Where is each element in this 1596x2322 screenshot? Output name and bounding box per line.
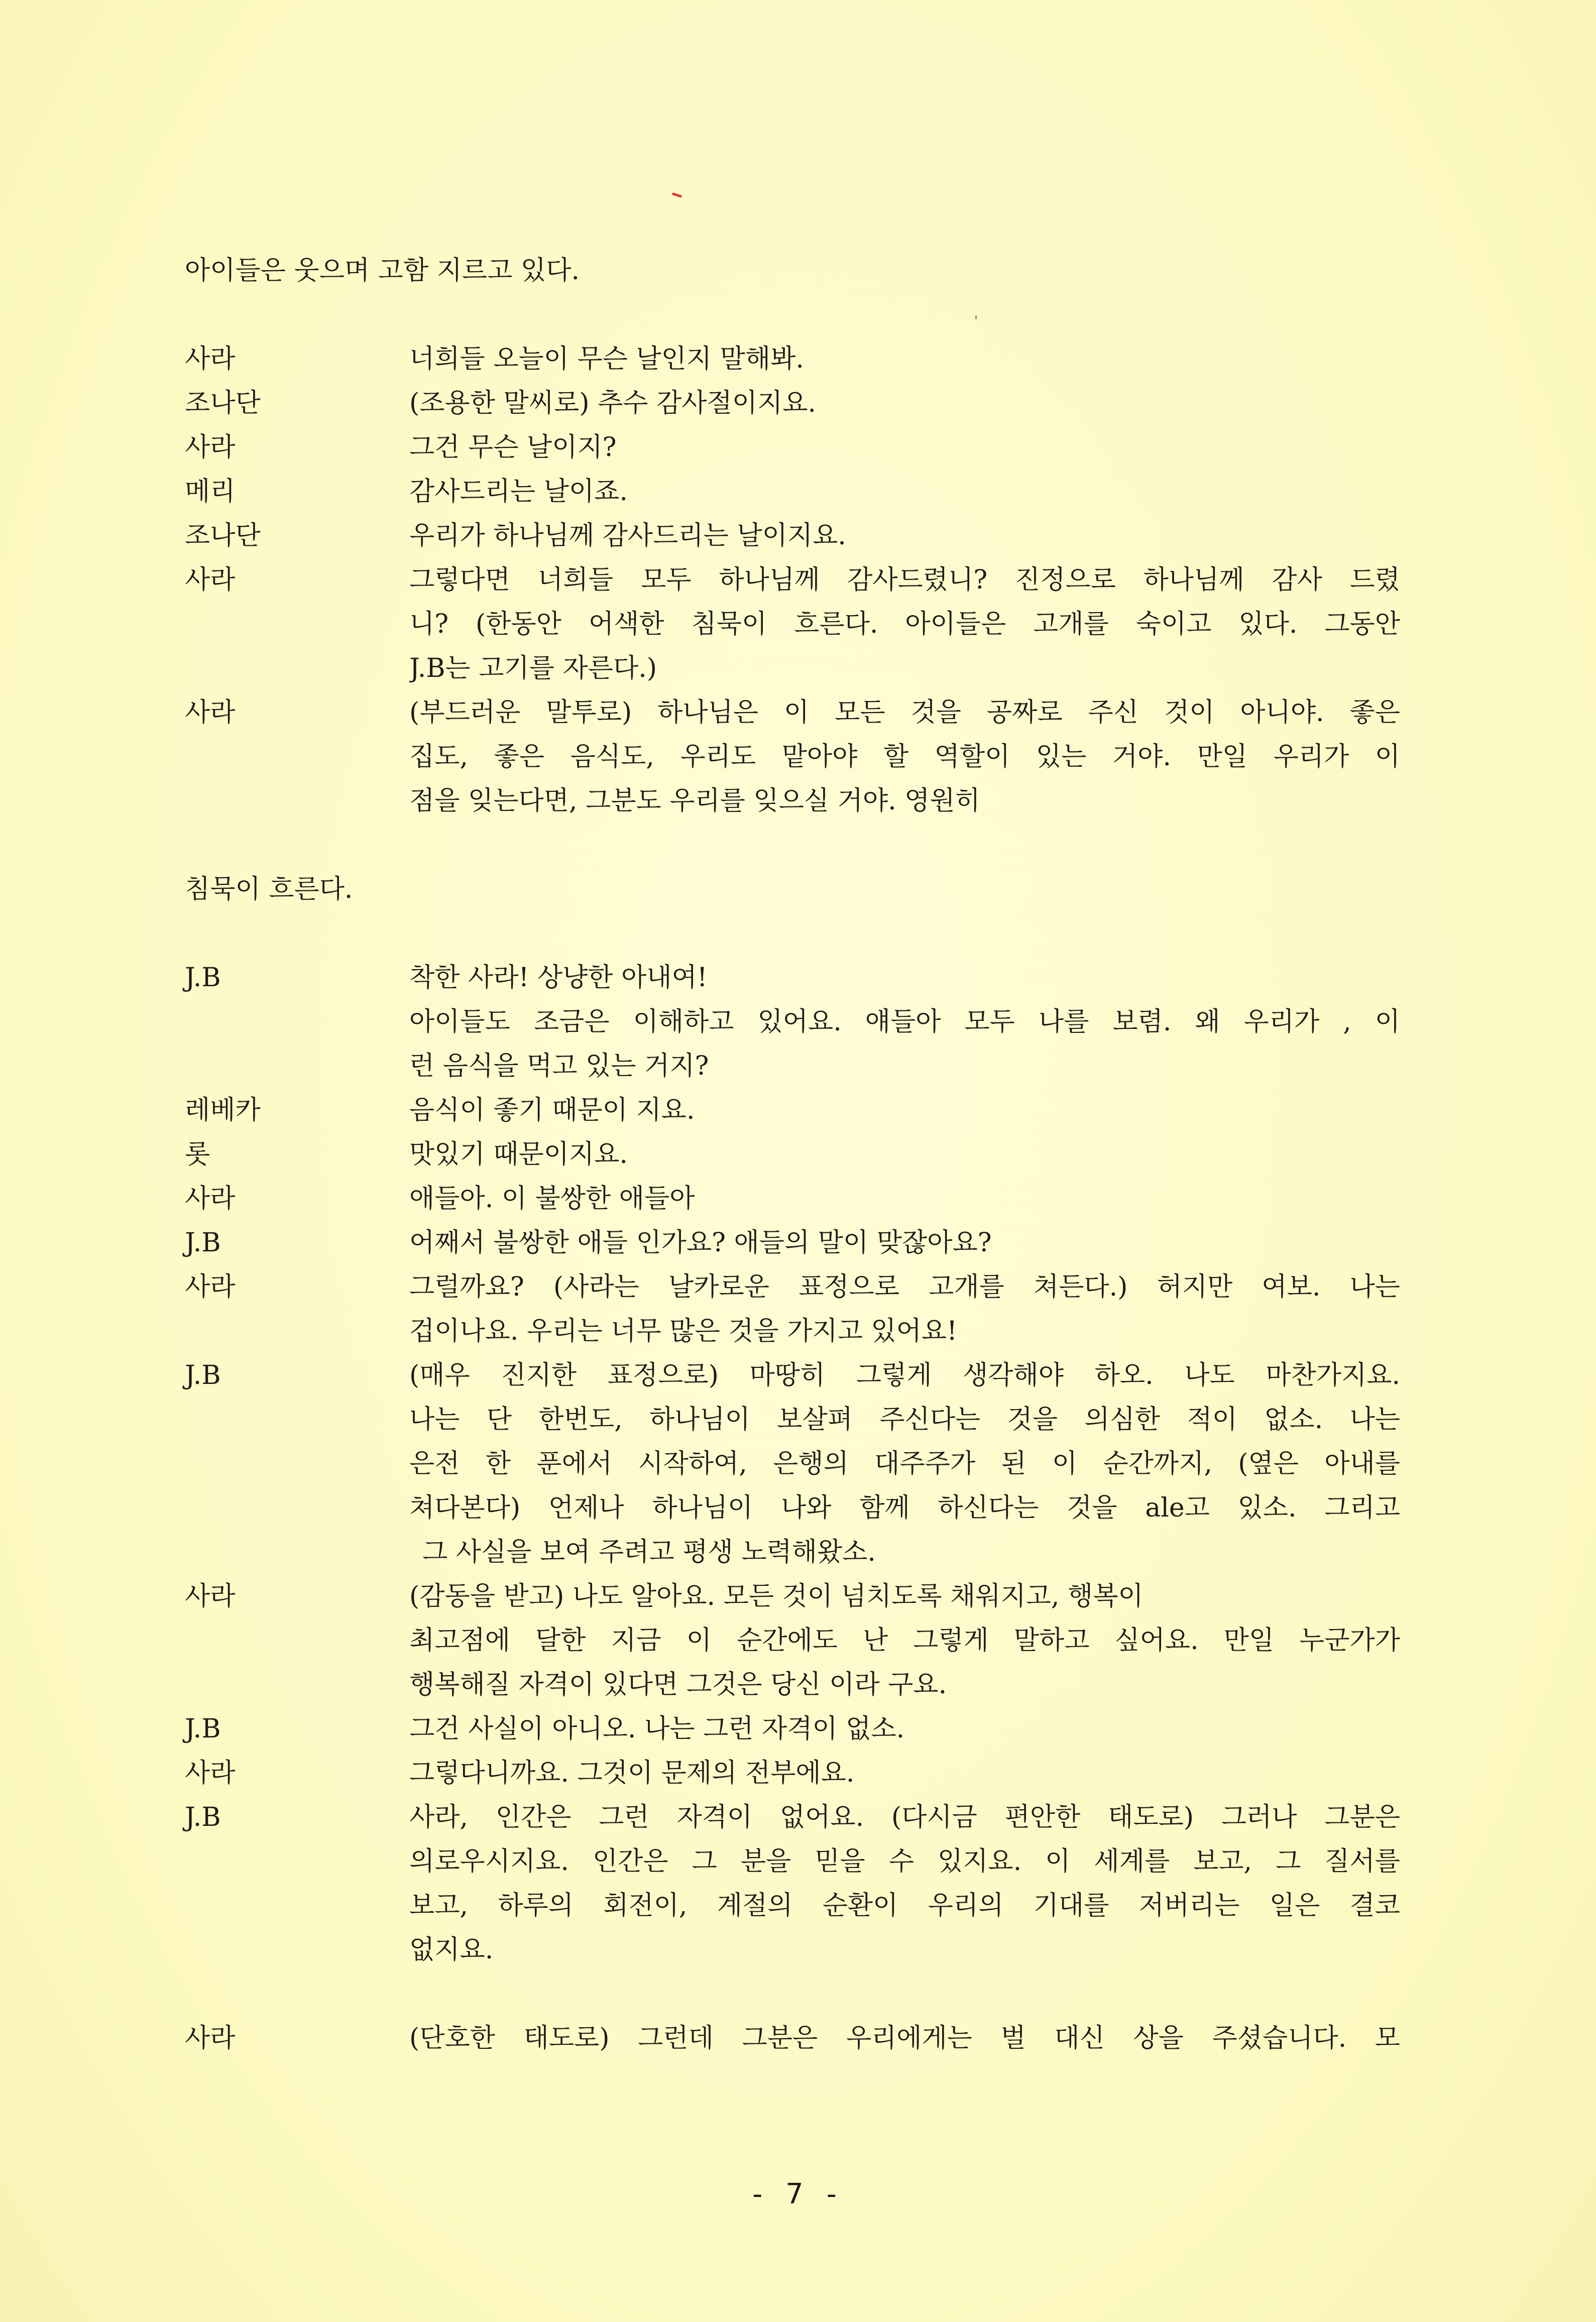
dialogue-line	[185, 1221, 1400, 1265]
dialogue-line	[185, 1618, 1400, 1663]
dialogue-text: 그렇다니까요. 그것이 문제의 전부에요.	[409, 1758, 855, 1788]
dialogue-text: (조용한 말씨로) 추수 감사절이지요.	[409, 388, 816, 418]
speaker-name: 사라	[185, 1272, 236, 1302]
dialogue-text: 착한 사라! 상냥한 아내여!	[409, 963, 708, 993]
speaker-name: 롯	[185, 1139, 210, 1170]
dialogue-text: 최고점에 달한 지금 이 순간에도 난 그렇게 말하고 싶어요. 만일 누군가가	[409, 1626, 1400, 1656]
dialogue-text: 쳐다본다) 언제나 하나님이 나와 함께 하신다는 것을 ale고 있소. 그리고	[409, 1493, 1400, 1523]
dialogue-line	[185, 1884, 1400, 1928]
dialogue-text: 나는 단 한번도, 하나님이 보살펴 주신다는 것을 의심한 적이 없소. 나는	[409, 1405, 1400, 1435]
dialogue-text: 점을 잊는다면, 그분도 우리를 잊으실 거야. 영원히	[409, 786, 980, 816]
dialogue-line	[185, 381, 1400, 425]
dialogue-text: 어째서 불쌍한 애들 인가요? 애들의 말이 맞잖아요?	[409, 1228, 992, 1258]
dialogue-line	[185, 1574, 1400, 1618]
speaker-name: 조나단	[185, 388, 261, 418]
dialogue-line	[185, 1442, 1400, 1486]
dialogue-text: (매우 진지한 표정으로) 마땅히 그렇게 생각해야 하오. 나도 마찬가지요.	[409, 1360, 1400, 1390]
speaker-name: 사라	[185, 2023, 236, 2053]
dialogue-text: 감사드리는 날이죠.	[409, 477, 628, 507]
dialogue-text: 그렇다면 너희들 모두 하나님께 감사드렸니? 진정으로 하나님께 감사 드렸	[409, 565, 1400, 595]
dialogue-text: 보고, 하루의 회전이, 계절의 순환이 우리의 기대를 저버리는 일은 결코	[409, 1891, 1400, 1921]
speaker-name: 사라	[185, 1184, 236, 1214]
dialogue-line	[185, 470, 1400, 514]
dialogue-text: 음식이 좋기 때문이 지요.	[409, 1095, 695, 1125]
dialogue-line	[185, 2016, 1400, 2060]
speaker-name: J.B	[185, 1802, 221, 1832]
dialogue-line	[185, 1707, 1400, 1751]
dialogue-text: 그 사실을 보여 주려고 평생 노력해왔소.	[422, 1537, 876, 1567]
dialogue-line	[185, 558, 1400, 602]
dialogue-text: 의로우시지요. 인간은 그 분을 믿을 수 있지요. 이 세계를 보고, 그 질서를	[409, 1846, 1400, 1877]
dialogue-block	[185, 956, 1400, 1972]
dialogue-text: 그건 무슨 날이지?	[409, 432, 617, 462]
dialogue-line	[185, 602, 1400, 646]
dialogue-text: (감동을 받고) 나도 알아요. 모든 것이 넘치도록 채워지고, 행복이	[409, 1581, 1144, 1611]
dialogue-line	[185, 1309, 1400, 1353]
dialogue-line	[185, 1044, 1400, 1088]
spacer	[185, 911, 1400, 956]
dialogue-text: 그건 사실이 아니오. 나는 그런 자격이 없소.	[409, 1714, 905, 1744]
speaker-name: J.B	[185, 963, 221, 993]
dialogue-text: 아이들도 조금은 이해하고 있어요. 얘들아 모두 나를 보렴. 왜 우리가 , 이	[409, 1007, 1400, 1037]
dialogue-line	[185, 1132, 1400, 1177]
dialogue-line	[185, 1663, 1400, 1707]
dialogue-text: 애들아. 이 불쌍한 애들아	[409, 1184, 695, 1214]
dialogue-line	[185, 1088, 1400, 1132]
speaker-name: 메리	[185, 477, 236, 507]
dialogue-text: 그럴까요? (사라는 날카로운 표정으로 고개를 쳐든다.) 허지만 여보. 나는	[409, 1272, 1400, 1302]
dialogue-line	[185, 1751, 1400, 1795]
dialogue-line	[185, 779, 1400, 823]
dialogue-text: 없지요.	[409, 1935, 494, 1965]
speaker-name: J.B	[185, 1714, 221, 1744]
dialogue-text: 런 음식을 먹고 있는 거지?	[409, 1051, 709, 1081]
spacer	[185, 293, 1400, 337]
spacer	[185, 823, 1400, 867]
dialogue-line	[185, 1000, 1400, 1044]
script-body	[185, 249, 1400, 2060]
dialogue-line	[185, 1795, 1400, 1839]
speaker-name: 레베카	[185, 1095, 261, 1125]
dialogue-line	[185, 646, 1400, 690]
dialogue-text: J.B는 고기를 자른다.)	[409, 653, 657, 683]
dialogue-line	[185, 1530, 1400, 1574]
speaker-name: 사라	[185, 565, 236, 595]
page-number: - 7 -	[752, 2178, 844, 2211]
dialogue-text: 집도, 좋은 음식도, 우리도 맡아야 할 역할이 있는 거야. 만일 우리가 이	[409, 742, 1400, 772]
dialogue-text: 니? (한동안 어색한 침묵이 흐른다. 아이들은 고개를 숙이고 있다. 그동안	[409, 609, 1400, 639]
dialogue-block	[185, 337, 1400, 823]
dialogue-line	[185, 1265, 1400, 1309]
dialogue-text: 사라, 인간은 그런 자격이 없어요. (다시금 편안한 태도로) 그러나 그분은	[409, 1802, 1400, 1832]
stage-direction-silence: 침묵이 흐른다.	[185, 874, 353, 904]
dialogue-text: 겁이나요. 우리는 너무 많은 것을 가지고 있어요!	[409, 1316, 958, 1346]
dialogue-text: (부드러운 말투로) 하나님은 이 모든 것을 공짜로 주신 것이 아니야. 좋은	[409, 698, 1400, 728]
dialogue-line	[185, 1398, 1400, 1442]
speaker-name: 사라	[185, 1758, 236, 1788]
speaker-name: 사라	[185, 1581, 236, 1611]
spacer	[185, 1972, 1400, 2016]
speaker-name: 조나단	[185, 521, 261, 551]
dialogue-line	[185, 1928, 1400, 1972]
stage-direction-opening: 아이들은 웃으며 고함 지르고 있다.	[185, 256, 580, 286]
red-pen-mark	[672, 192, 682, 198]
dialogue-line	[185, 514, 1400, 558]
dialogue-line	[185, 1353, 1400, 1398]
dialogue-line	[185, 1177, 1400, 1221]
dialogue-text: 행복해질 자격이 있다면 그것은 당신 이라 구요.	[409, 1670, 947, 1700]
dialogue-line	[185, 1486, 1400, 1530]
dialogue-line	[185, 1839, 1400, 1884]
speaker-name: 사라	[185, 432, 236, 462]
dialogue-line	[185, 956, 1400, 1000]
dialogue-text: 맛있기 때문이지요.	[409, 1139, 628, 1170]
dialogue-text: 우리가 하나님께 감사드리는 날이지요.	[409, 521, 846, 551]
dialogue-line	[185, 337, 1400, 381]
dialogue-line	[185, 735, 1400, 779]
speaker-name: J.B	[185, 1360, 221, 1390]
dialogue-text: (단호한 태도로) 그런데 그분은 우리에게는 벌 대신 상을 주셨습니다. 모	[409, 2023, 1400, 2053]
dialogue-text: 은전 한 푼에서 시작하여, 은행의 대주주가 된 이 순간까지, (옆은 아내를	[409, 1449, 1400, 1479]
speaker-name: J.B	[185, 1228, 221, 1258]
dialogue-line	[185, 690, 1400, 735]
dialogue-line	[185, 425, 1400, 470]
speaker-name: 사라	[185, 698, 236, 728]
speaker-name: 사라	[185, 344, 236, 374]
dialogue-block	[185, 2016, 1400, 2060]
dialogue-text: 너희들 오늘이 무슨 날인지 말해봐.	[409, 344, 804, 374]
